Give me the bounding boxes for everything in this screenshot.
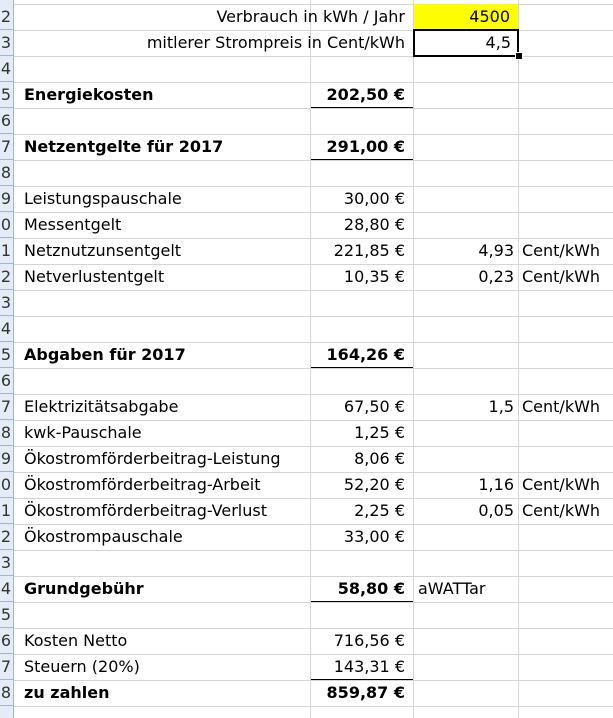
row-number[interactable]: 2	[0, 264, 14, 290]
row-gridline	[14, 706, 613, 707]
row-number[interactable]: 7	[0, 134, 14, 160]
grid-item-label[interactable]: Netverlustentgelt	[24, 267, 165, 286]
levy-item-label[interactable]: Ökostrompauschale	[24, 527, 183, 546]
tax-label[interactable]: Steuern (20%)	[24, 657, 140, 676]
levy-item-label[interactable]: Ökostromförderbeitrag-Verlust	[24, 501, 267, 520]
levy-item-rate[interactable]: 1,16	[478, 475, 514, 494]
net-cost-label[interactable]: Kosten Netto	[24, 631, 128, 650]
row-number[interactable]: 2	[0, 4, 14, 30]
levy-item-rate[interactable]: 1,5	[488, 397, 514, 416]
row-number[interactable]: 8	[0, 160, 14, 186]
row-number[interactable]: 7	[0, 394, 14, 420]
base-fee-value[interactable]: 58,80 €	[311, 576, 413, 602]
row-gridline	[14, 160, 613, 161]
grid-item-label[interactable]: Messentgelt	[24, 215, 122, 234]
row-gridline	[14, 56, 613, 57]
row-number[interactable]: 5	[0, 342, 14, 368]
row-number[interactable]: 0	[0, 212, 14, 238]
row-number[interactable]: 4	[0, 56, 14, 82]
grid-item-unit[interactable]: Cent/kWh	[522, 241, 601, 260]
net-cost-value[interactable]: 716,56 €	[333, 631, 405, 650]
price-input[interactable]: 4,5	[413, 29, 519, 57]
energy-cost-label[interactable]: Energiekosten	[24, 85, 154, 104]
levy-item-value[interactable]: 8,06 €	[354, 449, 405, 468]
row-number[interactable]: 4	[0, 576, 14, 602]
amount-due-label[interactable]: zu zahlen	[24, 683, 110, 702]
grid-item-label[interactable]: Netznutzunsentgelt	[24, 241, 182, 260]
row-number[interactable]: 3	[0, 290, 14, 316]
energy-cost-value[interactable]: 202,50 €	[311, 82, 413, 108]
levy-item-value[interactable]: 67,50 €	[343, 397, 405, 416]
levy-item-value[interactable]: 2,25 €	[354, 501, 405, 520]
row-number[interactable]: 7	[0, 654, 14, 680]
row-gridline	[14, 316, 613, 317]
levies-label[interactable]: Abgaben für 2017	[24, 345, 186, 364]
row-number[interactable]: 8	[0, 680, 14, 706]
tax-value[interactable]: 143,31 €	[311, 654, 413, 680]
grid-fees-value[interactable]: 291,00 €	[311, 134, 413, 160]
levy-item-label[interactable]: Ökostromförderbeitrag-Leistung	[24, 449, 281, 468]
levy-item-unit[interactable]: Cent/kWh	[522, 475, 601, 494]
levy-item-label[interactable]: Ökostromförderbeitrag-Arbeit	[24, 475, 261, 494]
grid-item-value[interactable]: 221,85 €	[333, 241, 405, 260]
amount-due-value[interactable]: 859,87 €	[326, 683, 405, 702]
row-number[interactable]: 6	[0, 628, 14, 654]
grid-item-unit[interactable]: Cent/kWh	[522, 267, 601, 286]
row-number[interactable]: 5	[0, 82, 14, 108]
row-number[interactable]: 9	[0, 446, 14, 472]
fill-handle[interactable]	[515, 52, 523, 60]
levy-item-value[interactable]: 52,20 €	[343, 475, 405, 494]
grid-item-value[interactable]: 28,80 €	[343, 215, 405, 234]
row-gridline	[14, 602, 613, 603]
row-number[interactable]: 8	[0, 420, 14, 446]
levy-item-label[interactable]: kwk-Pauschale	[24, 423, 142, 442]
row-gridline	[14, 368, 613, 369]
grid-fees-label[interactable]: Netzentgelte für 2017	[24, 137, 224, 156]
row-number[interactable]: 3	[0, 550, 14, 576]
levy-item-unit[interactable]: Cent/kWh	[522, 501, 601, 520]
grid-item-rate[interactable]: 4,93	[478, 241, 514, 260]
consumption-label[interactable]: Verbrauch in kWh / Jahr	[216, 7, 405, 26]
row-number[interactable]: 0	[0, 472, 14, 498]
levy-item-value[interactable]: 33,00 €	[343, 527, 405, 546]
grid-item-label[interactable]: Leistungspauschale	[24, 189, 182, 208]
row-number[interactable]: 4	[0, 316, 14, 342]
row-number[interactable]: 5	[0, 602, 14, 628]
row-gridline	[14, 550, 613, 551]
grid-item-value[interactable]: 10,35 €	[343, 267, 405, 286]
consumption-input[interactable]: 4500	[414, 4, 518, 30]
row-number[interactable]: 1	[0, 238, 14, 264]
base-fee-label[interactable]: Grundgebühr	[24, 579, 144, 598]
levy-item-label[interactable]: Elektrizitätsabgabe	[24, 397, 179, 416]
levy-item-rate[interactable]: 0,05	[478, 501, 514, 520]
levies-value[interactable]: 164,26 €	[311, 342, 413, 368]
row-number[interactable]: 1	[0, 498, 14, 524]
row-header-column	[0, 0, 14, 718]
row-number[interactable]: 6	[0, 368, 14, 394]
grid-item-value[interactable]: 30,00 €	[343, 189, 405, 208]
price-label[interactable]: mitlerer Strompreis in Cent/kWh	[146, 33, 405, 52]
row-number[interactable]: 6	[0, 108, 14, 134]
grid-item-rate[interactable]: 0,23	[478, 267, 514, 286]
row-number[interactable]: 3	[0, 30, 14, 56]
levy-item-unit[interactable]: Cent/kWh	[522, 397, 601, 416]
levy-item-value[interactable]: 1,25 €	[354, 423, 405, 442]
row-number[interactable]: 2	[0, 524, 14, 550]
base-fee-note[interactable]: aWATTar	[418, 579, 486, 598]
row-number[interactable]: 9	[0, 186, 14, 212]
row-gridline	[14, 290, 613, 291]
row-gridline	[14, 108, 613, 109]
